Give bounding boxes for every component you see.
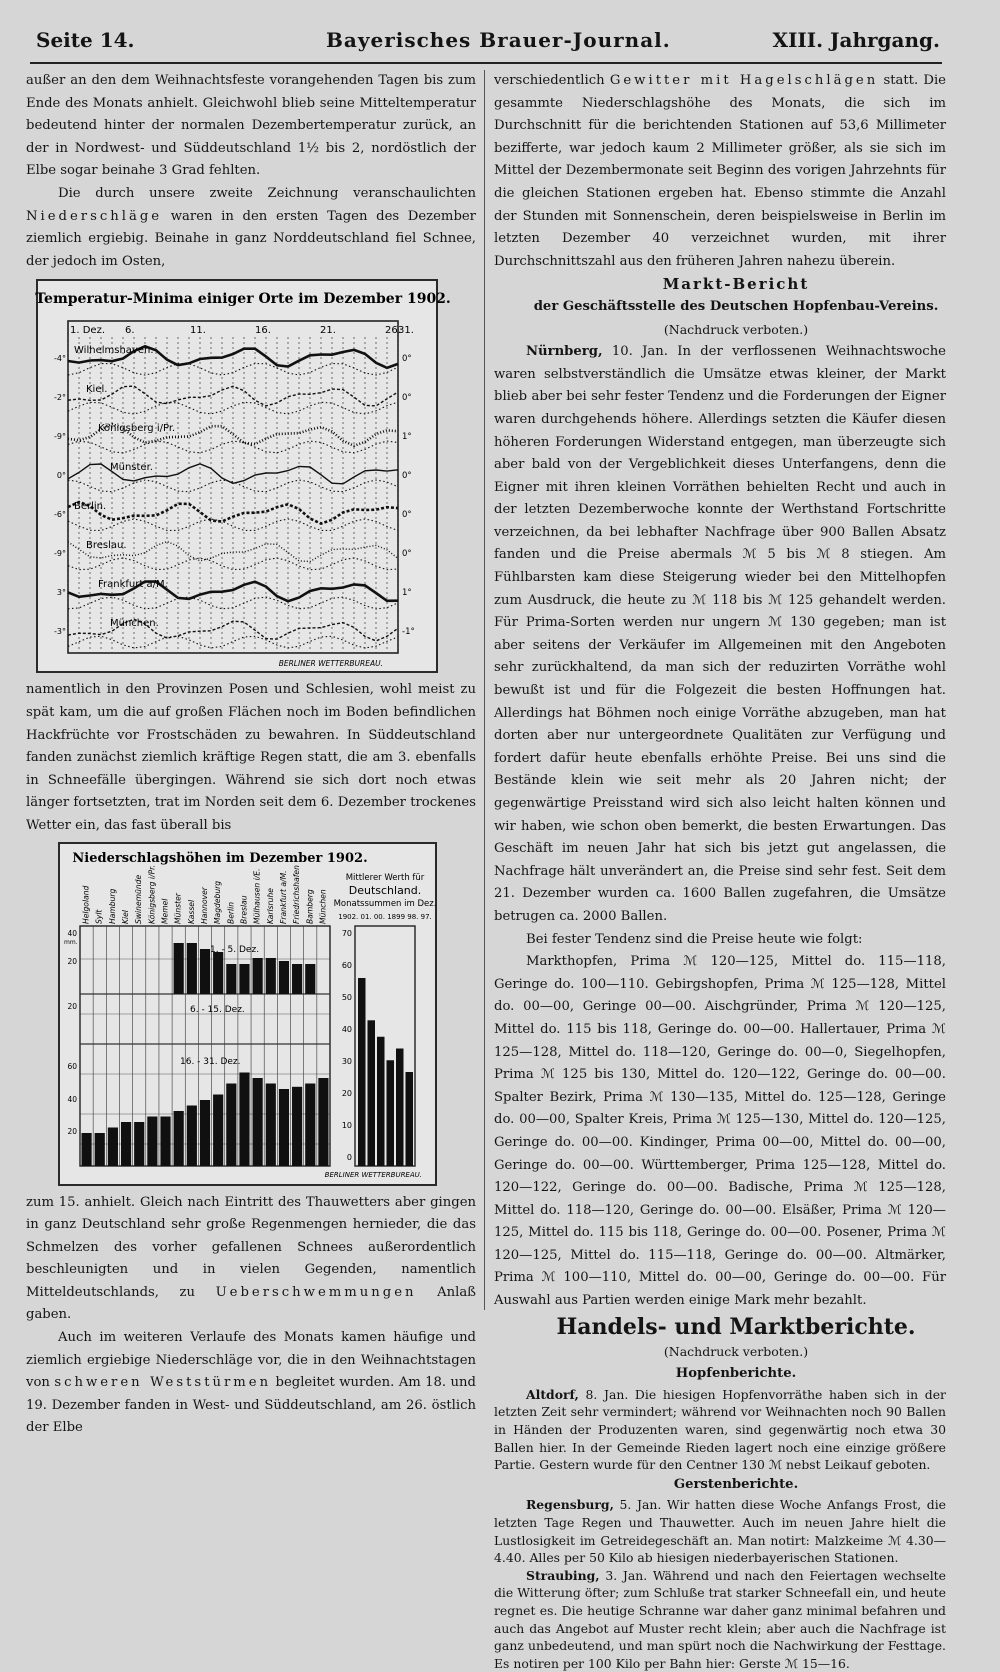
precip-bar bbox=[200, 1100, 210, 1166]
day-label: 21. bbox=[320, 325, 336, 337]
station-label: Hamburg bbox=[107, 888, 117, 924]
scale-left: 40 bbox=[67, 1094, 77, 1104]
paragraph: verschiedentlich Gewitter mit Hagelschlägen statt. Die gesammte Niederschlagshöhe des Monats, die sich im Durchschnitt für die berichtenden Stationen auf 53,6 Millimeter bezifferte, war jedoch kaum 2 Millimeter größer, als sie sich im Mittel der Dezembermonate seit Beginn des vorigen Jahrzehnts für die gleichen Stationen ergeben hat. Ebenso stimmte die Anzahl der Stunden mit Sonnenschein, deren beispielsweise in Berlin im letzten Dezember 40 verzeichnet wurden, mit ihrer Durchschnittszahl aus den früheren Jahren nahezu überein. bbox=[494, 73, 946, 269]
paragraph: Nürnberg, 10. Jan. In der verflossenen Weihnachtswoche waren selbstverständlich die Umsätze etwas kleiner, der Markt blieb aber bei sehr fester Tendenz und die Forderungen der Eigner waren durchgehends höhere. Allerdings setzten die Käufer diesen höheren Forderungen Widerstand entgegen, man überzeugte sich aber bald von der Vergeblichkeit dieses Unterfangens, denn die Eigner mit ihren kleinen Vorräthen behielten Recht und auch in der letzten Dezemberwoche konnte der Werthstand Fortschritte verzeichnen, da bei lebhafter Nachfrage über 900 Ballen Absatz fanden und die Preise abermals ℳ 5 bis ℳ 8 stiegen. Am Fühlbarsten kam diese Steigerung wieder bei den Mittelhopfen zum Ausdruck, die heute zu ℳ 118 bis ℳ 125 gehandelt werden. Für Prima-Sorten werden nur ungern ℳ 130 gegeben; man ist aber seitens der Verkäufer im Allgemeinen mit den Angeboten sehr zurückhaltend, da man sich der reduzirten Vorräthe wohl bewußt ist und für die Folgezeit die besten Hoffnungen hat. Allerdings hat Böhmen noch einige Vorräthe abzugeben, man hat dorten aber nur untergeordnete Qualitäten zur Verfügung und fordert dafür heute ebenfalls erhöhte Preise. Bei uns sind die Bestände klein wie seit mehr als 20 Jahren nicht; der gegenwärtige Preisstand wird sich also leicht halten können und wir haben, wie schon oben bemerkt, die besten Erwartungen. Das Geschäft im neuen Jahr hat sich bis jetzt gut angelassen, die Nachfrage hält unverändert an, die Preise sind sehr fest. Seit dem 21. Dezember wurden ca. 1600 Ballen zugefahren, die Umsätze betrugen ca. 2000 Ballen. bbox=[494, 344, 946, 924]
precipitation-chart bbox=[58, 842, 437, 1186]
station-label: Kiel bbox=[121, 909, 131, 924]
period-label: 16. - 31. Dez. bbox=[180, 1056, 241, 1067]
paragraph: Auch im weiteren Verlaufe des Monats kamen häufige und ziemlich ergiebige Niederschläge vor, die in den Weihnachtstagen von schweren Weststürmen begleitet wurden. Am 18. und 19. Dezember fanden in West- und Süddeutschland, am 26. östlich der Elbe bbox=[26, 1330, 476, 1436]
station-label: Mülhausen i/E. bbox=[252, 868, 262, 924]
mean-bar bbox=[387, 1060, 395, 1166]
precip-chart-title: Niederschlagshöhen im Dezember 1902. bbox=[72, 850, 368, 866]
paragraph: zum 15. anhielt. Gleich nach Eintritt des Thauwetters aber gingen in ganz Deutschland sehr große Regenmengen hernieder, die das Schmelzen des vorher gefallenen Schnees außerordentlich beschleunigten und in vielen Gegenden, namentlich Mitteldeutschlands, zu Ueberschwemmungen Anlaß gaben. bbox=[26, 1194, 476, 1323]
precip-bar bbox=[82, 1133, 92, 1166]
mean-bar bbox=[377, 1036, 385, 1165]
precip-bar bbox=[239, 964, 249, 994]
scale-left: -6° bbox=[54, 510, 66, 520]
temperature-chart bbox=[35, 279, 451, 673]
precip-bar bbox=[239, 1072, 249, 1166]
station-label: Kassel bbox=[186, 899, 196, 924]
precip-bar bbox=[134, 1122, 144, 1166]
scale-right: 30 bbox=[341, 1056, 352, 1066]
scale-left: -2° bbox=[54, 393, 66, 403]
mean-years: 1902. 01. 00. 1899 98. 97. bbox=[338, 912, 432, 921]
paragraph: Straubing, 3. Jan. Während und nach den Feiertagen wechselte die Witterung öfter; zum Schluße trat starker Schneefall ein, und heute regnet es. Die heutige Schranne war daher ganz minimal befahren und auch das Angebot auf Muster recht klein; aber auch die Nachfrage ist ganz unbedeutend, und man spürt noch die Nachwirkung der Festtage. Es notiren per 100 Kilo per Bahn hier: Gerste ℳ 15—16. bbox=[494, 1567, 946, 1671]
station-label: Helgoland bbox=[81, 885, 91, 924]
period-label: 6. - 15. Dez. bbox=[190, 1004, 245, 1015]
scale-right: 0° bbox=[402, 549, 412, 560]
precip-bar bbox=[292, 964, 302, 994]
trade-section-title: Handels- und Marktberichte. bbox=[556, 1313, 916, 1340]
paragraph: Die durch unsere zweite Zeichnung veranschaulichten Niederschläge waren in den ersten Tagen des Dezember ziemlich ergiebig. Beinahe in ganz Norddeutschland fiel Schnee, der jedoch im Osten, bbox=[26, 185, 476, 269]
scale-left: 40 bbox=[67, 928, 77, 938]
mean-title-2: Deutschland. bbox=[348, 883, 422, 897]
precip-bar bbox=[266, 958, 276, 994]
city-label: Breslau. bbox=[86, 540, 127, 552]
scale-right: 0° bbox=[402, 471, 412, 482]
scale-right: 0 bbox=[346, 1152, 352, 1162]
paragraph: Altdorf, 8. Jan. Die hiesigen Hopfenvorräthe haben sich in der letzten Zeit sehr vermindert; während vor Weihnachten noch 90 Ballen in Händen der Produzenten waren, sind gegenwärtig noch etwa 30 Ballen hier. In der Gemeinde Rieden lagert noch eine einzige größere Partie. Gestern wurde für den Centner 130 ℳ nebst Leikauf geboten. bbox=[494, 1386, 946, 1473]
precip-bar bbox=[305, 1083, 315, 1166]
header-rule bbox=[30, 62, 942, 64]
scale-right: 0° bbox=[402, 510, 412, 521]
city-label: München. bbox=[110, 618, 159, 630]
scale-left: 20 bbox=[67, 1126, 77, 1136]
precip-bar bbox=[266, 1083, 276, 1166]
scale-right: 20 bbox=[341, 1088, 352, 1098]
scale-right: 70 bbox=[341, 928, 352, 938]
day-label: 11. bbox=[190, 325, 206, 337]
mean-bar bbox=[406, 1072, 414, 1166]
mean-bar bbox=[396, 1048, 404, 1166]
scale-left: 20 bbox=[67, 956, 77, 966]
precip-bar bbox=[305, 964, 315, 994]
station-label: Breslau bbox=[239, 894, 249, 924]
station-label: Berlin bbox=[226, 901, 236, 924]
station-label: Bamberg bbox=[305, 888, 315, 924]
price-list: Markthopfen, Prima ℳ 120—125, Mittel do. 115—118, Geringe do. 100—110. Gebirgshopfen, Prima ℳ 125—128, Mittel do. 00—00, Geringe 00—00. Aischgründer, Prima ℳ 120—125, Mittel do. 115 bis 118, Geringe do. 00—00. Hallertauer, Prima ℳ 125—128, Mittel do. 118—120, Geringe do. 00—0, Siegelhopfen, Prima ℳ 125 bis 130, Mittel do. 120—122, Geringe do. 00—00. Spalter Bezirk, Prima ℳ 130—135, Mittel do. 125—128, Geringe do. 00—00, Spalter Kreis, Prima ℳ 125—130, Mittel do. 120—125, Geringe do. 00—00. Kindinger, Prima 00—00, Mittel do. 00—00, Geringe do. 00—00. Württemberger, Prima 125—128, Mittel do. 120—122, Geringe do. 00—00. Badische, Prima ℳ 125—128, Mittel do. 118—120, Geringe do. 00—00. Elsäßer, Prima ℳ 120—125, Mittel do. 115 bis 118, Geringe do. 00—00. Posener, Prima ℳ 120—125, Mittel do. 115—118, Geringe do. 00—00. Altmärker, Prima ℳ 100—110, Mittel do. 00—00, Geringe do. 00—00. Für Auswahl aus Partien werden einige Mark mehr bezahlt. bbox=[494, 954, 946, 1309]
station-label: Friedrichshafen bbox=[292, 864, 302, 924]
column-divider bbox=[484, 70, 485, 1310]
scale-left: 3° bbox=[56, 588, 66, 598]
city-label: Berlin. bbox=[74, 501, 107, 513]
precip-bar bbox=[253, 958, 263, 994]
scale-left: 60 bbox=[67, 1061, 77, 1071]
station-label: Magdeburg bbox=[213, 880, 223, 924]
precip-bar bbox=[108, 1127, 118, 1166]
mean-bar bbox=[358, 978, 366, 1166]
reprint-note: (Nachdruck verboten.) bbox=[663, 1343, 809, 1359]
scale-left: -4° bbox=[54, 354, 66, 364]
page-number: Seite 14. bbox=[36, 28, 135, 52]
scale-right: 0° bbox=[402, 354, 412, 365]
station-label: Frankfurt a/M. bbox=[278, 869, 288, 924]
precip-bar bbox=[318, 1078, 328, 1166]
city-label: Frankfurt a/M. bbox=[98, 579, 168, 591]
scale-left: 0° bbox=[56, 471, 66, 481]
left-column bbox=[26, 70, 476, 1440]
precip-bar bbox=[213, 1094, 223, 1166]
mean-title-1: Mittlerer Werth für bbox=[345, 872, 425, 883]
period-label: 1. - 5. Dez. bbox=[210, 944, 260, 955]
volume-label: XIII. Jahrgang. bbox=[772, 28, 940, 52]
page-header bbox=[36, 28, 940, 58]
scale-right: 1° bbox=[402, 588, 412, 599]
reprint-note: (Nachdruck verboten.) bbox=[663, 321, 809, 337]
day-label: 31. bbox=[398, 325, 414, 337]
precip-bar bbox=[226, 1083, 236, 1166]
journal-title: Bayerisches Brauer-Journal. bbox=[326, 28, 671, 52]
station-label: Königsberg i/Pr. bbox=[147, 864, 157, 924]
mean-sub: Monatssummen im Dez. bbox=[333, 898, 437, 909]
market-report-subtitle: der Geschäftsstelle des Deutschen Hopfenbau-Vereins. bbox=[533, 298, 939, 314]
precip-bar bbox=[174, 943, 184, 994]
scale-left: -9° bbox=[54, 549, 66, 559]
station-label: Karlsruhe bbox=[265, 887, 275, 924]
precip-bar bbox=[226, 964, 236, 994]
barley-reports-title: Gerstenberichte. bbox=[673, 1476, 799, 1492]
station-label: Sylt bbox=[94, 909, 104, 924]
station-label: Memel bbox=[160, 898, 170, 924]
unit-label: mm. bbox=[64, 938, 78, 946]
precip-bar bbox=[200, 949, 210, 994]
scale-right: -1° bbox=[402, 627, 415, 638]
precip-bar bbox=[279, 961, 289, 994]
market-report-title: Markt-Bericht bbox=[662, 275, 810, 294]
mean-bar bbox=[368, 1020, 376, 1166]
temp-chart-title: Temperatur-Minima einiger Orte im Dezember 1902. bbox=[35, 291, 451, 308]
precip-bar bbox=[187, 943, 197, 994]
precip-bar bbox=[147, 1116, 157, 1166]
station-label: Münster bbox=[173, 892, 183, 924]
paragraph: außer an den dem Weihnachtsfeste vorangehenden Tagen bis zum Ende des Monats anhielt. Gleichwohl blieb seine Mitteltemperatur bedeutend hinter der normalen Dezembertemperatur zurück, an der in Nordwest- und Süddeutschland 1½ bis 2, nordöstlich der Elbe sogar beinahe 3 Grad fehlten. bbox=[26, 73, 476, 179]
paragraph: namentlich in den Provinzen Posen und Schlesien, wohl meist zu spät kam, um die auf großen Flächen noch im Boden befindlichen Hackfrüchte vor Frostschäden zu bewahren. In Süddeutschland fanden zunächst ziemlich kräftige Regen statt, die am 3. ebenfalls in Schneefälle übergingen. Während sie sich dort noch etwas länger fortsetzten, trat im Norden seit dem 6. Dezember trockenes Wetter ein, das fast überall bis bbox=[26, 682, 476, 833]
day-label: 6. bbox=[125, 325, 135, 337]
scale-right: 40 bbox=[341, 1024, 352, 1034]
precip-bar bbox=[121, 1122, 131, 1166]
precip-bar bbox=[253, 1078, 263, 1166]
temp-chart-credit: BERLINER WETTERBUREAU. bbox=[278, 659, 383, 669]
day-label: 1. Dez. bbox=[70, 325, 105, 337]
precip-bar bbox=[279, 1089, 289, 1166]
hop-reports-title: Hopfenberichte. bbox=[675, 1366, 797, 1382]
precip-bar bbox=[174, 1111, 184, 1166]
scale-left: -3° bbox=[54, 627, 66, 637]
scale-right: 50 bbox=[341, 992, 352, 1002]
precip-bar bbox=[160, 1116, 170, 1166]
paragraph: Regensburg, 5. Jan. Wir hatten diese Woche Anfangs Frost, die letzten Tage Regen und Thauwetter. Auch im neuen Jahre hielt die Lustlosigkeit im Getreidegeschäft an. Man notirt: Malzkeime ℳ 4.30—4.40. Alles per 50 Kilo ab hiesigen niederbayerischen Stationen. bbox=[494, 1497, 946, 1566]
scale-right: 1° bbox=[402, 432, 412, 443]
station-label: Swinemünde bbox=[134, 874, 144, 924]
paragraph: Bei fester Tendenz sind die Preise heute wie folgt: bbox=[526, 931, 863, 947]
day-label: 26. bbox=[385, 325, 401, 337]
city-label: Münster. bbox=[110, 462, 153, 474]
station-label: Hannover bbox=[200, 886, 209, 924]
city-label: Wilhelmshaven. bbox=[74, 345, 154, 357]
scale-right: 0° bbox=[402, 393, 412, 404]
precip-bar bbox=[95, 1133, 105, 1166]
precip-bar bbox=[213, 952, 223, 994]
precip-chart-credit: BERLINER WETTERBUREAU. bbox=[324, 1170, 422, 1179]
precip-bar bbox=[292, 1086, 302, 1165]
temperature-curve bbox=[68, 480, 398, 492]
scale-left: -9° bbox=[54, 432, 66, 442]
station-label: München bbox=[318, 888, 328, 924]
scale-left: 20 bbox=[67, 1001, 77, 1011]
city-label: Kiel. bbox=[86, 384, 108, 396]
precip-bar bbox=[187, 1105, 197, 1166]
city-label: Königsberg i/Pr. bbox=[98, 423, 176, 435]
right-column bbox=[494, 70, 946, 1672]
day-label: 16. bbox=[255, 325, 271, 337]
scale-right: 60 bbox=[341, 960, 352, 970]
scale-right: 10 bbox=[341, 1120, 352, 1130]
